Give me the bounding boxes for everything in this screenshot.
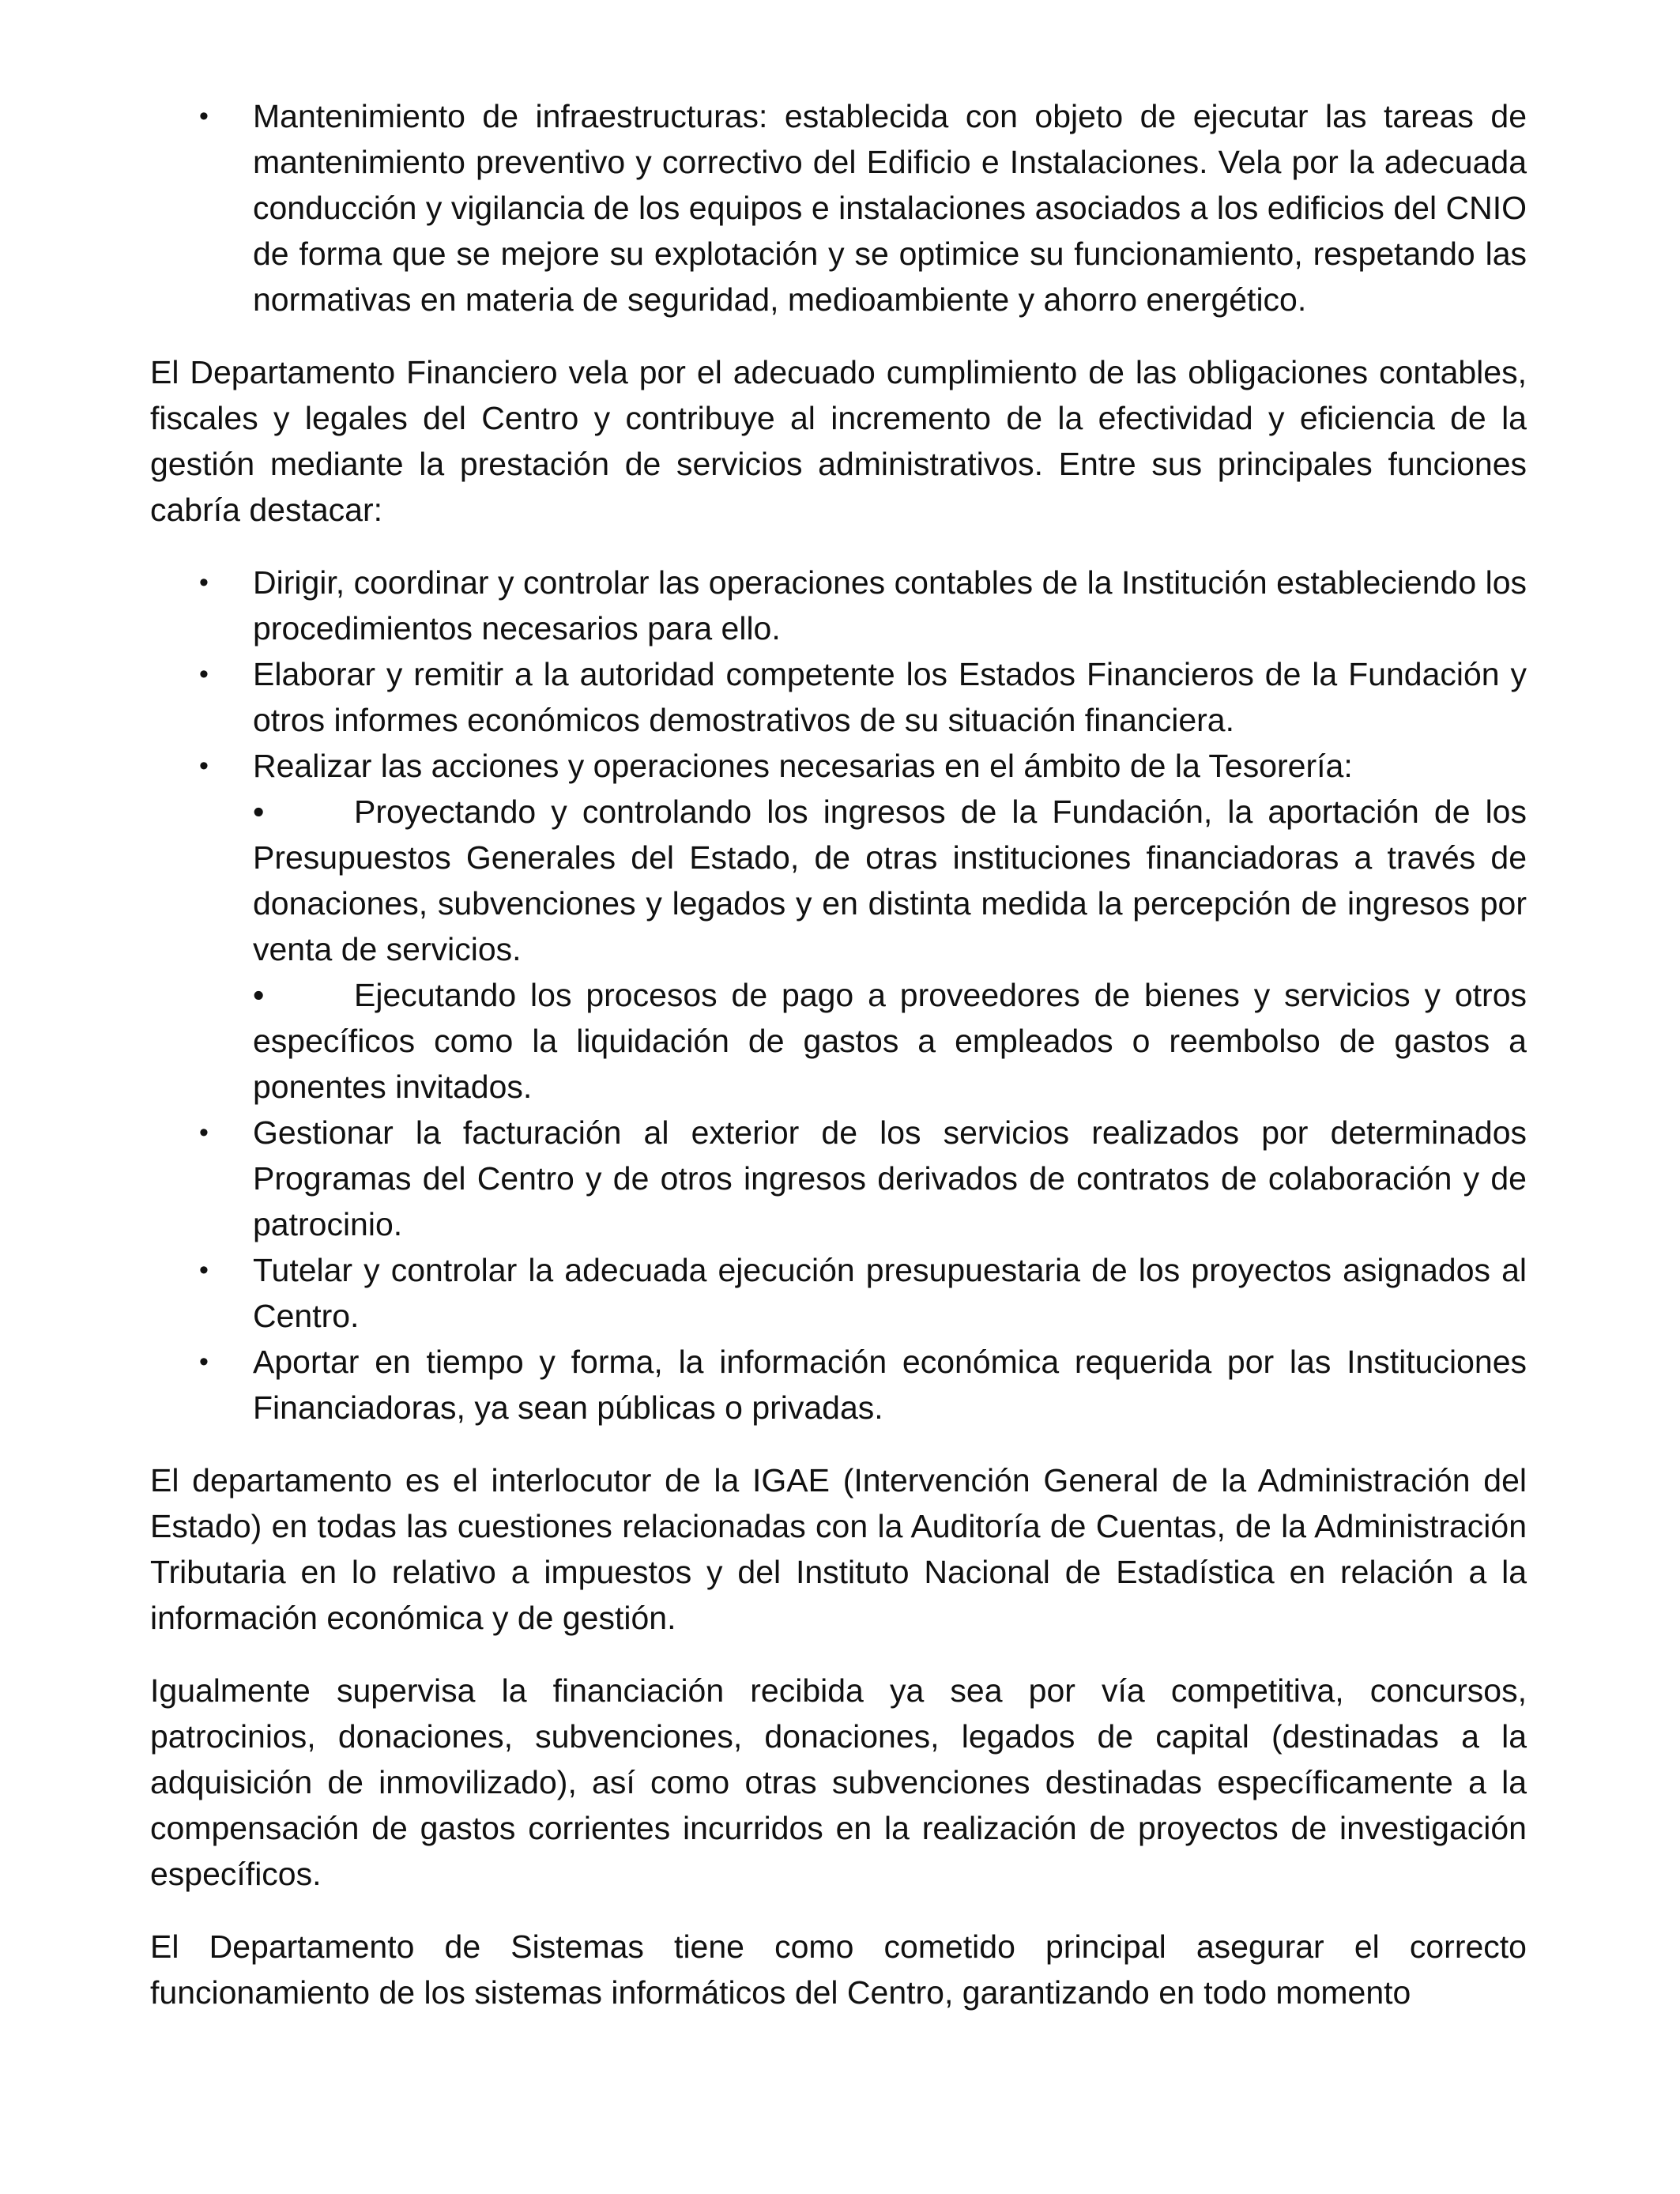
sub-bullet-icon: •: [253, 794, 265, 830]
list-item-text: Mantenimiento de infraestructuras: establecida con objeto de ejecutar las tareas de mantenimiento preventivo y correctivo del Edificio e Instalaciones. Vela por la adecuada conducción y vigilancia de los equipos e instalaciones asociados a los edificios del CNIO de forma que se mejore su explotación y se optimice su funcionamiento, respetando las normativas en materia de seguridad, medioambiente y ahorro energético.: [253, 98, 1527, 318]
bullet-icon: •: [199, 751, 209, 781]
funciones-list: [150, 560, 1527, 1431]
paragraph-departamento-financiero: El Departamento Financiero vela por el adecuado cumplimiento de las obligaciones contables, fiscales y legales del Centro y contribuye al incremento de la efectividad y eficiencia de la gestión mediante la prestación de servicios administrativos. Entre sus principales funciones cabría destacar:: [150, 354, 1527, 528]
bullet-icon: •: [199, 1255, 209, 1285]
infraestructuras-list: [150, 93, 1527, 322]
list-item-text: Gestionar la facturación al exterior de los servicios realizados por determinados Programas del Centro y de otros ingresos derivados de contratos de colaboración y de patrocinio.: [253, 1114, 1527, 1242]
list-item-text: Tutelar y controlar la adecuada ejecución presupuestaria de los proyectos asignados al Centro.: [253, 1252, 1527, 1334]
paragraph-departamento-sistemas: El Departamento de Sistemas tiene como cometido principal asegurar el correcto funcionamiento de los sistemas informáticos del Centro, garantizando en todo momento: [150, 1928, 1527, 2011]
paragraph-igae: El departamento es el interlocutor de la IGAE (Intervención General de la Administración del Estado) en todas las cuestiones relacionadas con la Auditoría de Cuentas, de la Administración Tributaria en lo relativo a impuestos y del Instituto Nacional de Estadística en relación a la información económica y de gestión.: [150, 1462, 1527, 1636]
list-item-text: Realizar las acciones y operaciones necesarias en el ámbito de la Tesorería:: [253, 748, 1353, 784]
bullet-icon: •: [199, 101, 209, 131]
sub-list-item-text: Proyectando y controlando los ingresos de la Fundación, la aportación de los Presupuestos Generales del Estado, de otras instituciones financiadoras a través de donaciones, subvenciones y legados y en distinta medida la percepción de ingresos por venta de servicios.: [253, 794, 1527, 967]
list-item: [150, 1339, 1527, 1431]
sub-list-item-text: Ejecutando los procesos de pago a proveedores de bienes y servicios y otros específicos como la liquidación de gastos a empleados o reembolso de gastos a ponentes invitados.: [253, 977, 1527, 1105]
list-item: [150, 743, 1527, 1110]
bullet-icon: •: [199, 659, 209, 689]
paragraph-supervisa: Igualmente supervisa la financiación recibida ya sea por vía competitiva, concursos, patrocinios, donaciones, subvenciones, donaciones, legados de capital (destinadas a la adquisición de inmovilizado), así como otras subvenciones destinadas específicamente a la compensación de gastos corrientes incurridos en la realización de proyectos de investigación específicos.: [150, 1672, 1527, 1892]
list-item: [150, 560, 1527, 651]
list-item: [150, 651, 1527, 743]
bullet-icon: •: [199, 1347, 209, 1377]
sub-list-item: [253, 972, 1527, 1110]
sub-list-item: [253, 789, 1527, 972]
list-item-text: Elaborar y remitir a la autoridad competente los Estados Financieros de la Fundación y otros informes económicos demostrativos de su situación financiera.: [253, 656, 1527, 738]
list-item-text: Dirigir, coordinar y controlar las operaciones contables de la Institución estableciendo los procedimientos necesarios para ello.: [253, 564, 1527, 647]
bullet-icon: •: [199, 567, 209, 598]
list-item-text: Aportar en tiempo y forma, la información económica requerida por las Instituciones Financiadoras, ya sean públicas o privadas.: [253, 1344, 1527, 1426]
sub-bullet-icon: •: [253, 977, 265, 1013]
document-page: [150, 93, 1527, 2042]
list-item: [150, 1110, 1527, 1247]
list-item: [150, 1247, 1527, 1339]
list-item: [150, 93, 1527, 322]
bullet-icon: •: [199, 1118, 209, 1148]
